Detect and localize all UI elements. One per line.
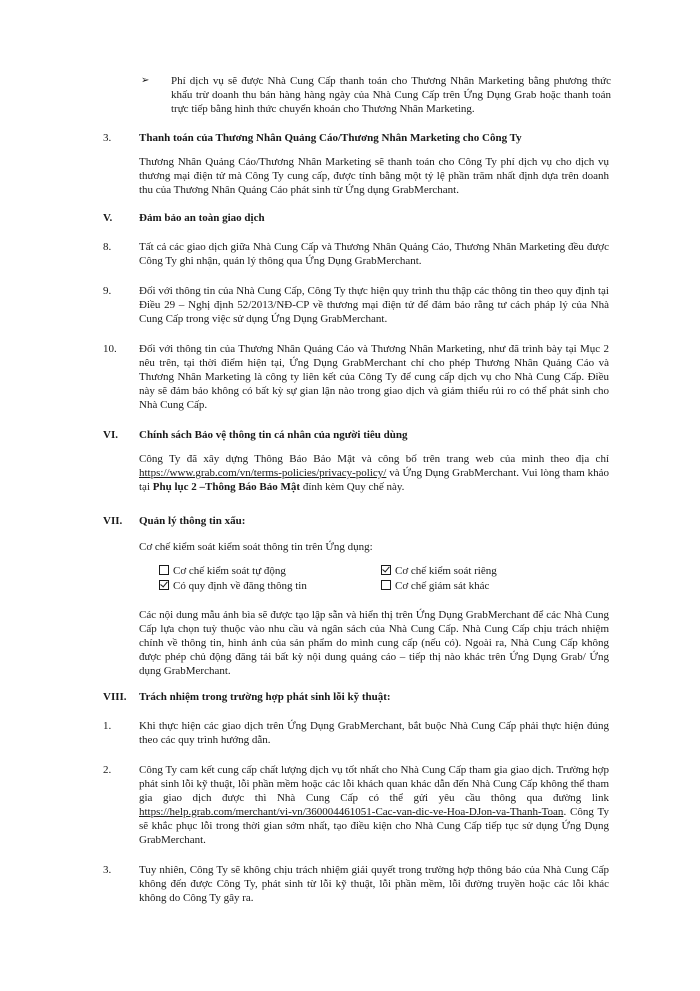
section-number: 3. xyxy=(103,132,112,144)
check-label: Cơ chế kiểm soát tự động xyxy=(173,565,286,577)
fee-payment-bullet xyxy=(141,74,611,116)
item-9 xyxy=(103,284,609,326)
section-number: VI. xyxy=(103,429,118,441)
control-mechanism-checklist xyxy=(159,564,579,594)
checkbox-icon xyxy=(159,565,169,575)
check-label: Cơ chế giám sát khác xyxy=(395,580,490,592)
section-heading: Quản lý thông tin xấu: xyxy=(139,515,246,527)
section-number: VIII. xyxy=(103,691,127,703)
item-number: 10. xyxy=(103,343,117,355)
item-10 xyxy=(103,342,609,412)
appendix-reference: Phụ lục 2 –Thông Báo Bảo Mật xyxy=(152,481,301,493)
section-heading: Trách nhiệm trong trường hợp phát sinh lỗi kỹ thuật: xyxy=(139,691,391,703)
item-text: Tuy nhiên, Công Ty sẽ không chịu trách nhiệm giải quyết trong trường hợp thông báo của Nhà Cung Cấp không đến được Công Ty, phát sinh từ lỗi kỹ thuật, lỗi phần mềm, lỗi đường truyền hoặc các lỗi khác không do Công Ty gây ra. xyxy=(139,864,609,904)
section-VIII xyxy=(103,690,609,704)
section-number: V. xyxy=(103,212,113,224)
checkbox-icon xyxy=(381,565,391,575)
section-VI xyxy=(103,428,609,494)
section-heading: Thanh toán của Thương Nhân Quảng Cáo/Thương Nhân Marketing cho Công Ty xyxy=(139,132,522,144)
section-V xyxy=(103,211,609,225)
section-heading: Chính sách Bảo vệ thông tin cá nhân của người tiêu dùng xyxy=(139,429,408,441)
item-text xyxy=(139,763,609,847)
section-heading: Đảm bảo an toàn giao dịch xyxy=(139,212,265,224)
arrow-bullet-icon: ➢ xyxy=(141,75,150,86)
item-text-part: Công Ty cam kết cung cấp chất lượng dịch vụ tốt nhất cho Nhà Cung Cấp tham gia giao dịch. Trường hợp phát sinh lỗi kỹ thuật, lỗi phần mềm hoặc các lỗi khách quan khác dẫn đến Nhà Cung Cấp không thể tham gia giao dịch được thì Nhà Cung Cấp có thể gửi yêu cầu thông qua đường link xyxy=(139,764,609,804)
item-number: 3. xyxy=(103,864,112,876)
help-center-link[interactable]: https://help.grab.com/merchant/vi-vn/360004461051-Cac-van-dic-ve-Hoa-DJon-va-Thanh-Toan xyxy=(139,806,564,818)
item-text: Đối với thông tin của Thương Nhân Quảng Cáo và Thương Nhân Marketing, như đã trình bày tại Mục 2 nêu trên, tại thời điểm hiện tại, Ứng Dụng GrabMerchant chỉ cho phép Thương Nhân Quảng Cáo và Thương Nhân Marketing là công ty liên kết của Công Ty để cung cấp dịch vụ cho Nhà Cung Cấp. Điều này sẽ đảm bảo không có bất kỳ sự gian lận nào trong giao dịch và giảm thiểu rủi ro có thể phát sinh cho Nhà Cung Cấp. xyxy=(139,343,609,411)
item-number: 8. xyxy=(103,241,112,253)
item-8 xyxy=(103,240,609,268)
privacy-policy-link[interactable]: https://www.grab.com/vn/terms-policies/privacy-policy/ xyxy=(139,467,387,479)
item-number: 2. xyxy=(103,764,112,776)
item-number: 1. xyxy=(103,720,112,732)
item-text: Tất cả các giao dịch giữa Nhà Cung Cấp và Thương Nhân Quảng Cáo, Thương Nhân Marketing đều được Công Ty ghi nhận, quản lý thông qua Ứng Dụng GrabMerchant. xyxy=(139,241,609,267)
section-intro: Cơ chế kiểm soát kiểm soát thông tin trên Ứng dụng: xyxy=(139,541,373,553)
bullet-text: Phí dịch vụ sẽ được Nhà Cung Cấp thanh toán cho Thương Nhân Marketing bằng phương thức khấu trừ doanh thu bán hàng hàng ngày của Nhà Cung Cấp trên Ứng Dụng Grab hoặc thanh toán trực tiếp bằng hình thức chuyển khoản cho Thương Nhân Marketing. xyxy=(171,75,611,115)
check-own-control xyxy=(381,564,497,578)
check-auto-control xyxy=(159,564,286,578)
tech-item-2 xyxy=(103,763,609,847)
tech-item-3 xyxy=(103,863,609,905)
checkbox-icon xyxy=(159,580,169,590)
section-paragraph: Thương Nhân Quảng Cáo/Thương Nhân Marketing sẽ thanh toán cho Công Ty phí dịch vụ cho dịch vụ thương mại điện tử mà Công Ty cung cấp, được tính bằng một tỷ lệ phần trăm nhất định dựa trên doanh thu của Thương Nhân Quảng Cáo phát sinh từ Ứng dụng GrabMerchant. xyxy=(139,156,609,196)
section-paragraph: Các nội dung mẫu ảnh bìa sẽ được tạo lập sẵn và hiển thị trên Ứng Dụng GrabMerchant để các Nhà Cung Cấp lựa chọn tuỳ thuộc vào nhu cầu và ngân sách của Nhà Cung Cấp. Nhà Cung Cấp chịu trách nhiệm chính về thông tin, hình ảnh của sản phẩm do mình cung cấp (nếu có). Ngoài ra, Nhà Cung Cấp không được phép chủ động đăng tải bất kỳ nội dung quảng cáo – tiếp thị nào khác trên Ứng Dụng Grab/ Ứng dụng GrabMerchant. xyxy=(139,609,609,677)
checkbox-icon xyxy=(381,580,391,590)
item-text: Khi thực hiện các giao dịch trên Ứng Dụng GrabMerchant, bắt buộc Nhà Cung Cấp phải thực hiện đúng theo các quy trình hướng dẫn. xyxy=(139,720,609,746)
check-label: Cơ chế kiểm soát riêng xyxy=(395,565,497,577)
section-3 xyxy=(103,131,609,197)
paragraph-text: Công Ty đã xây dựng Thông Báo Bảo Mật và công bố trên trang web của mình theo địa chỉ xyxy=(139,453,609,465)
item-text-part: . Công Ty sẽ khắc phục lỗi trong thời gian sớm nhất, tạo điều kiện cho Nhà Cung Cấp tiếp tục sử dụng Ứng Dụng GrabMerchant. xyxy=(139,806,609,846)
check-label: Có quy định về đăng thông tin xyxy=(173,580,307,592)
paragraph-text: và Ứng Dụng GrabMerchant. Vui lòng tham khảo tại xyxy=(139,467,609,493)
tech-item-1 xyxy=(103,719,609,747)
check-posting-rules xyxy=(159,579,307,593)
section-number: VII. xyxy=(103,515,123,527)
section-paragraph xyxy=(139,452,609,494)
section-VII xyxy=(103,514,609,554)
section-VII-paragraph xyxy=(103,608,609,678)
item-number: 9. xyxy=(103,285,112,297)
item-text: Đối với thông tin của Nhà Cung Cấp, Công Ty thực hiện quy trình thu thập các thông tin theo quy định tại Điều 29 – Nghị định 52/2013/NĐ-CP về thương mại điện tử để đảm bảo rằng tư cách pháp lý của Nhà Cung Cấp trong việc sử dụng Ứng Dụng GrabMerchant. xyxy=(139,285,609,325)
paragraph-text: đính kèm Quy chế này. xyxy=(300,481,405,493)
check-other-monitoring xyxy=(381,579,489,593)
